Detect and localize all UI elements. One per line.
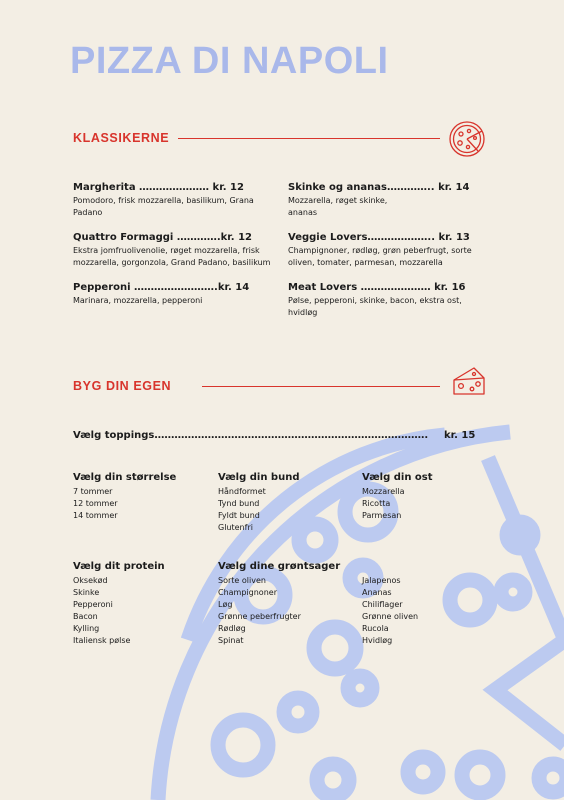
menu-item-meat-lovers <box>288 281 493 319</box>
menu-item-quattro-formaggi <box>73 231 278 269</box>
option-group-protein <box>73 560 213 647</box>
option-group-title <box>362 560 502 574</box>
item-price: kr. 12 <box>212 182 244 193</box>
toppings-leader-dots: ………………………………………………………………………. <box>154 430 429 441</box>
toppings-label: Vælg toppings <box>73 430 155 441</box>
option-item: Mozzarella <box>362 487 405 496</box>
option-item: Ananas <box>362 588 392 597</box>
option-list <box>73 486 213 522</box>
option-group-title: Vælg din størrelse <box>73 472 177 483</box>
item-name: Skinke og ananas <box>288 182 387 193</box>
option-item: 12 tommer <box>73 499 118 508</box>
option-item: Parmesan <box>362 511 402 520</box>
section-divider <box>178 138 440 139</box>
item-leader-dots: ………….. <box>387 182 439 193</box>
cheese-icon <box>450 364 488 400</box>
option-list <box>73 575 213 647</box>
option-item: Bacon <box>73 612 98 621</box>
item-description: Marinara, mozzarella, pepperoni <box>73 296 203 305</box>
item-description: Mozzarella, røget skinke, ananas <box>288 196 388 217</box>
option-list <box>362 486 502 522</box>
option-group-title: Vælg dit protein <box>73 561 165 572</box>
menu-item-veggie-lovers <box>288 231 493 269</box>
option-item: Oksekød <box>73 576 108 585</box>
option-item: Spinat <box>218 636 244 645</box>
option-group-title: Vælg din bund <box>218 472 300 483</box>
option-item: Jalapenos <box>362 576 401 585</box>
option-item: Håndformet <box>218 487 266 496</box>
menu-item-skinke-og-ananas <box>288 181 493 219</box>
option-group-title: Vælg din ost <box>362 472 433 483</box>
option-item: Ricotta <box>362 499 391 508</box>
item-name: Quattro Formaggi <box>73 232 174 243</box>
option-group-vegetables <box>218 560 358 647</box>
option-group-vegetables-continued <box>362 560 502 647</box>
option-item: 7 tommer <box>73 487 113 496</box>
option-list <box>218 486 358 534</box>
item-price: kr. 14 <box>217 282 250 293</box>
option-item: Italiensk pølse <box>73 636 131 645</box>
section-heading-build-your-own: BYG DIN EGEN <box>73 379 172 393</box>
option-item: Rødløg <box>218 624 246 633</box>
menu-title: PIZZA DI NAPOLI <box>70 40 389 82</box>
option-item: Rucola <box>362 624 389 633</box>
option-group-title: Vælg dine grøntsager <box>218 561 341 572</box>
option-item: Tynd bund <box>218 499 260 508</box>
item-name: Pepperoni <box>73 282 131 293</box>
option-item: Kylling <box>73 624 100 633</box>
option-item: Chiliflager <box>362 600 403 609</box>
item-leader-dots: ……………….. <box>367 232 439 243</box>
item-leader-dots: ……………………. <box>130 282 218 293</box>
option-item: 14 tommer <box>73 511 118 520</box>
option-item: Grønne peberfrugter <box>218 612 301 621</box>
item-description: Pomodoro, frisk mozzarella, basilikum, Grana Padano <box>73 196 254 217</box>
item-description: Ekstra jomfruolivenolie, røget mozzarella, frisk mozzarella, gorgonzola, Grand Padano, basilikum <box>73 246 271 267</box>
item-name: Margherita <box>73 182 136 193</box>
item-price: kr. 12 <box>220 232 252 243</box>
option-item: Hvidløg <box>362 636 393 645</box>
option-group-cheese <box>362 471 502 522</box>
section-heading-classics: KLASSIKERNE <box>73 131 170 145</box>
item-price: kr. 16 <box>434 282 466 293</box>
item-price: kr. 13 <box>438 232 470 243</box>
item-name: Veggie Lovers <box>288 232 368 243</box>
menu-item-margherita <box>73 181 278 219</box>
item-name: Meat Lovers <box>288 282 358 293</box>
option-item: Glutenfri <box>218 523 253 532</box>
item-leader-dots: ………………… <box>357 282 435 293</box>
item-description: Pølse, pepperoni, skinke, bacon, ekstra ost, hvidløg <box>288 296 462 317</box>
toppings-price: kr. 15 <box>444 430 476 441</box>
pizza-icon <box>448 120 486 158</box>
option-item: Sorte oliven <box>218 576 266 585</box>
menu-item-pepperoni <box>73 281 278 307</box>
section-divider <box>202 386 440 387</box>
item-description: Champignoner, rødløg, grøn peberfrugt, sorte oliven, tomater, parmesan, mozzarella <box>288 246 472 267</box>
item-leader-dots: …………. <box>173 232 221 243</box>
item-leader-dots: ………………… <box>135 182 213 193</box>
option-list <box>362 575 502 647</box>
option-item: Pepperoni <box>73 600 113 609</box>
option-item: Skinke <box>73 588 100 597</box>
option-item: Løg <box>218 600 233 609</box>
option-group-crust <box>218 471 358 534</box>
option-group-size <box>73 471 213 522</box>
option-item: Champignoner <box>218 588 277 597</box>
toppings-line <box>73 430 479 441</box>
item-price: kr. 14 <box>438 182 470 193</box>
option-list <box>218 575 358 647</box>
option-item: Grønne oliven <box>362 612 419 621</box>
option-item: Fyldt bund <box>218 511 260 520</box>
